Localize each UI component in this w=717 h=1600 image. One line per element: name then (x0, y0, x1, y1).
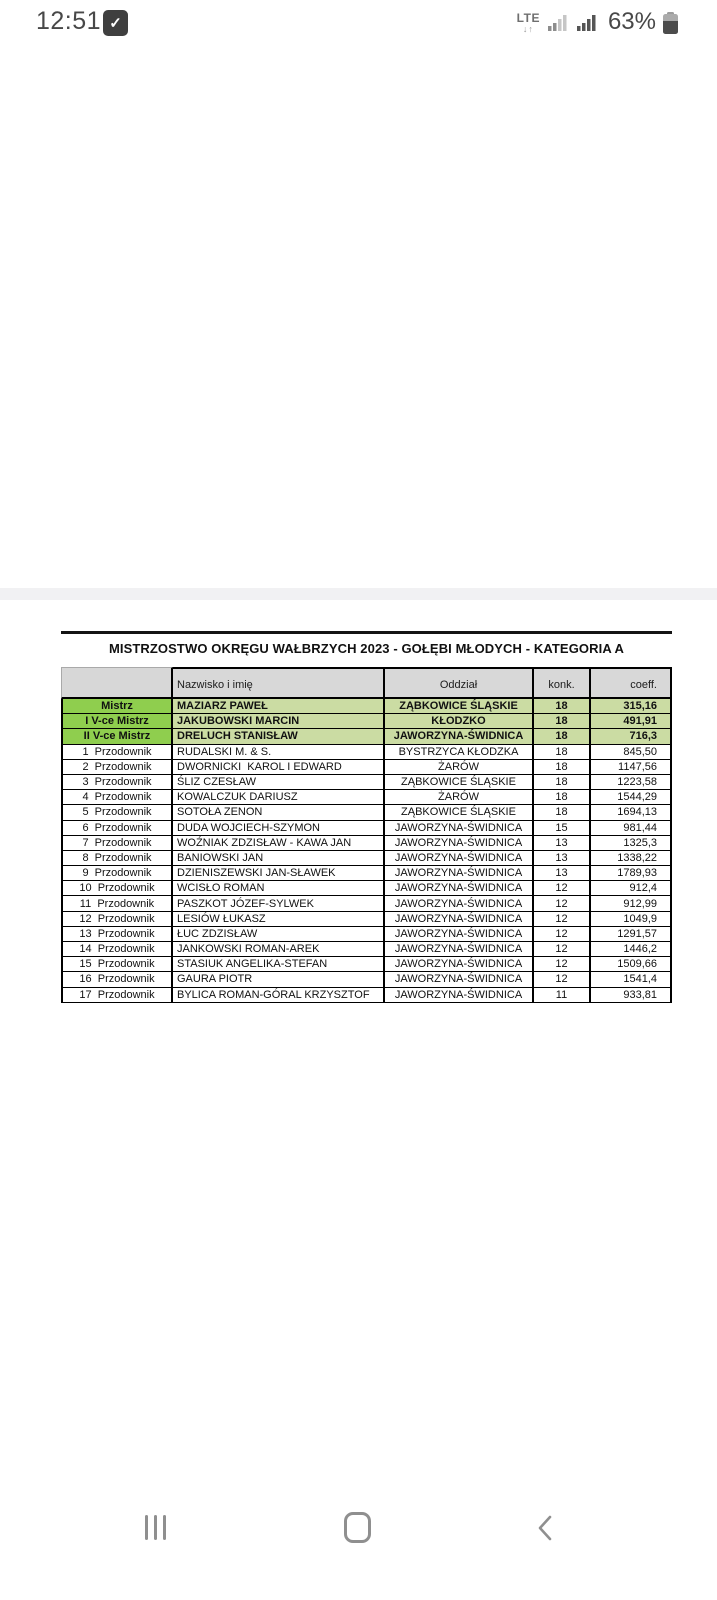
branch-cell: KŁODZKO (385, 714, 534, 729)
name-cell: ŚLIZ CZESŁAW (173, 775, 385, 790)
table-row (61, 745, 672, 760)
name-cell: LESIÓW ŁUKASZ (173, 912, 385, 927)
coeff-cell: 1694,13 (591, 805, 672, 820)
header-cell: konk. (534, 667, 591, 699)
coeff-cell: 933,81 (591, 988, 672, 1003)
results-table (61, 667, 672, 1003)
battery-63-icon (663, 12, 678, 34)
rank-cell: 15 Przodownik (61, 957, 173, 972)
coeff-cell: 1789,93 (591, 866, 672, 881)
rank-cell: 2 Przodownik (61, 760, 173, 775)
branch-cell: BYSTRZYCA KŁODZKA (385, 745, 534, 760)
branch-cell: ŻARÓW (385, 790, 534, 805)
name-cell: PASZKOT JÓZEF-SYLWEK (173, 896, 385, 911)
data-arrows-icon: ↓↑ (522, 24, 534, 34)
konk-cell: 13 (534, 836, 591, 851)
konk-cell: 12 (534, 896, 591, 911)
table-row (61, 805, 672, 820)
rank-cell: 14 Przodownik (61, 942, 173, 957)
branch-cell: JAWORZYNA-ŚWIDNICA (385, 972, 534, 987)
coeff-cell: 1291,57 (591, 927, 672, 942)
rank-cell: I V-ce Mistrz (61, 714, 173, 729)
branch-cell: JAWORZYNA-ŚWIDNICA (385, 836, 534, 851)
branch-cell: JAWORZYNA-ŚWIDNICA (385, 927, 534, 942)
table-row (61, 912, 672, 927)
coeff-cell: 1147,56 (591, 760, 672, 775)
document-title: MISTRZOSTWO OKRĘGU WAŁBRZYCH 2023 - GOŁĘBI MŁODYCH - KATEGORIA A (108, 641, 625, 656)
table-row (61, 942, 672, 957)
name-cell: ŁUC ZDZISŁAW (173, 927, 385, 942)
table-row (61, 775, 672, 790)
rank-cell: 5 Przodownik (61, 805, 173, 820)
name-cell: JAKUBOWSKI MARCIN (173, 714, 385, 729)
table-row (61, 836, 672, 851)
signal-bars-weak-icon (547, 12, 569, 32)
name-cell: BYLICA ROMAN-GÓRAL KRZYSZTOF (173, 988, 385, 1003)
branch-cell: JAWORZYNA-ŚWIDNICA (385, 729, 534, 744)
table-row (61, 790, 672, 805)
konk-cell: 12 (534, 912, 591, 927)
coeff-cell: 1338,22 (591, 851, 672, 866)
rank-cell: 1 Przodownik (61, 745, 173, 760)
branch-cell: ZĄBKOWICE ŚLĄSKIE (385, 699, 534, 714)
coeff-cell: 912,99 (591, 896, 672, 911)
name-cell: WCISŁO ROMAN (173, 881, 385, 896)
rank-cell: 8 Przodownik (61, 851, 173, 866)
konk-cell: 18 (534, 790, 591, 805)
name-cell: DRELUCH STANISŁAW (173, 729, 385, 744)
branch-cell: JAWORZYNA-ŚWIDNICA (385, 942, 534, 957)
table-row (61, 972, 672, 987)
rank-cell: II V-ce Mistrz (61, 729, 173, 744)
corner-cell (61, 667, 173, 699)
table-row (61, 957, 672, 972)
title-rule (61, 631, 672, 634)
table-row (61, 729, 672, 744)
name-cell: JANKOWSKI ROMAN-AREK (173, 942, 385, 957)
rank-cell: 9 Przodownik (61, 866, 173, 881)
konk-cell: 12 (534, 957, 591, 972)
coeff-cell: 1446,2 (591, 942, 672, 957)
name-cell: STASIUK ANGELIKA-STEFAN (173, 957, 385, 972)
rank-cell: 11 Przodownik (61, 896, 173, 911)
table-row (61, 821, 672, 836)
back-icon[interactable] (536, 1514, 554, 1542)
coeff-cell: 981,44 (591, 821, 672, 836)
coeff-cell: 1049,9 (591, 912, 672, 927)
rank-cell: Mistrz (61, 699, 173, 714)
rank-cell: 16 Przodownik (61, 972, 173, 987)
signal-bars-full-icon (576, 12, 598, 32)
name-cell: BANIOWSKI JAN (173, 851, 385, 866)
coeff-cell: 315,16 (591, 699, 672, 714)
status-bar (0, 0, 717, 46)
table-row (61, 714, 672, 729)
rank-cell: 10 Przodownik (61, 881, 173, 896)
name-cell: MAZIARZ PAWEŁ (173, 699, 385, 714)
branch-cell: JAWORZYNA-ŚWIDNICA (385, 851, 534, 866)
rank-cell: 17 Przodownik (61, 988, 173, 1003)
table-header-row (61, 667, 672, 699)
coeff-cell: 716,3 (591, 729, 672, 744)
branch-cell: JAWORZYNA-ŚWIDNICA (385, 866, 534, 881)
branch-cell: JAWORZYNA-ŚWIDNICA (385, 957, 534, 972)
konk-cell: 18 (534, 699, 591, 714)
konk-cell: 12 (534, 942, 591, 957)
konk-cell: 18 (534, 745, 591, 760)
page-separator (0, 588, 717, 600)
recent-apps-icon[interactable] (140, 1515, 170, 1540)
konk-cell: 18 (534, 714, 591, 729)
konk-cell: 12 (534, 881, 591, 896)
coeff-cell: 912,4 (591, 881, 672, 896)
coeff-cell: 491,91 (591, 714, 672, 729)
konk-cell: 18 (534, 775, 591, 790)
coeff-cell: 1541,4 (591, 972, 672, 987)
branch-cell: JAWORZYNA-ŚWIDNICA (385, 896, 534, 911)
home-icon[interactable] (344, 1512, 371, 1543)
check-square-icon: ✓ (103, 10, 128, 36)
name-cell: DUDA WOJCIECH-SZYMON (173, 821, 385, 836)
branch-cell: JAWORZYNA-ŚWIDNICA (385, 912, 534, 927)
branch-cell: ZĄBKOWICE ŚLĄSKIE (385, 775, 534, 790)
table-row (61, 988, 672, 1003)
header-cell: coeff. (591, 667, 672, 699)
table-row (61, 760, 672, 775)
network-type-indicator (517, 12, 540, 34)
table-row (61, 881, 672, 896)
branch-cell: ZĄBKOWICE ŚLĄSKIE (385, 805, 534, 820)
coeff-cell: 1544,29 (591, 790, 672, 805)
coeff-cell: 845,50 (591, 745, 672, 760)
rank-cell: 13 Przodownik (61, 927, 173, 942)
konk-cell: 18 (534, 805, 591, 820)
name-cell: SOTOŁA ZENON (173, 805, 385, 820)
battery-percent: 63% (607, 8, 656, 35)
name-cell: GAURA PIOTR (173, 972, 385, 987)
rank-cell: 7 Przodownik (61, 836, 173, 851)
table-row (61, 851, 672, 866)
rank-cell: 6 Przodownik (61, 821, 173, 836)
rank-cell: 3 Przodownik (61, 775, 173, 790)
name-cell: DWORNICKI KAROL I EDWARD (173, 760, 385, 775)
table-row (61, 866, 672, 881)
lte-label: LTE (516, 11, 540, 25)
coeff-cell: 1325,3 (591, 836, 672, 851)
konk-cell: 12 (534, 972, 591, 987)
name-cell: DZIENISZEWSKI JAN-SŁAWEK (173, 866, 385, 881)
konk-cell: 12 (534, 927, 591, 942)
header-cell: Nazwisko i imię (173, 667, 385, 699)
name-cell: WOŹNIAK ZDZISŁAW - KAWA JAN (173, 836, 385, 851)
konk-cell: 18 (534, 729, 591, 744)
konk-cell: 13 (534, 866, 591, 881)
coeff-cell: 1509,66 (591, 957, 672, 972)
branch-cell: JAWORZYNA-ŚWIDNICA (385, 988, 534, 1003)
branch-cell: JAWORZYNA-ŚWIDNICA (385, 821, 534, 836)
konk-cell: 13 (534, 851, 591, 866)
rank-cell: 4 Przodownik (61, 790, 173, 805)
rank-cell: 12 Przodownik (61, 912, 173, 927)
konk-cell: 11 (534, 988, 591, 1003)
name-cell: RUDALSKI M. & S. (173, 745, 385, 760)
table-row (61, 927, 672, 942)
status-indicators (517, 6, 678, 38)
name-cell: KOWALCZUK DARIUSZ (173, 790, 385, 805)
branch-cell: JAWORZYNA-ŚWIDNICA (385, 881, 534, 896)
header-cell: Oddział (385, 667, 534, 699)
konk-cell: 18 (534, 760, 591, 775)
coeff-cell: 1223,58 (591, 775, 672, 790)
clock: 12:51 (36, 7, 102, 35)
navigation-bar (0, 1500, 717, 1556)
table-row (61, 699, 672, 714)
table-row (61, 896, 672, 911)
branch-cell: ŻARÓW (385, 760, 534, 775)
konk-cell: 15 (534, 821, 591, 836)
